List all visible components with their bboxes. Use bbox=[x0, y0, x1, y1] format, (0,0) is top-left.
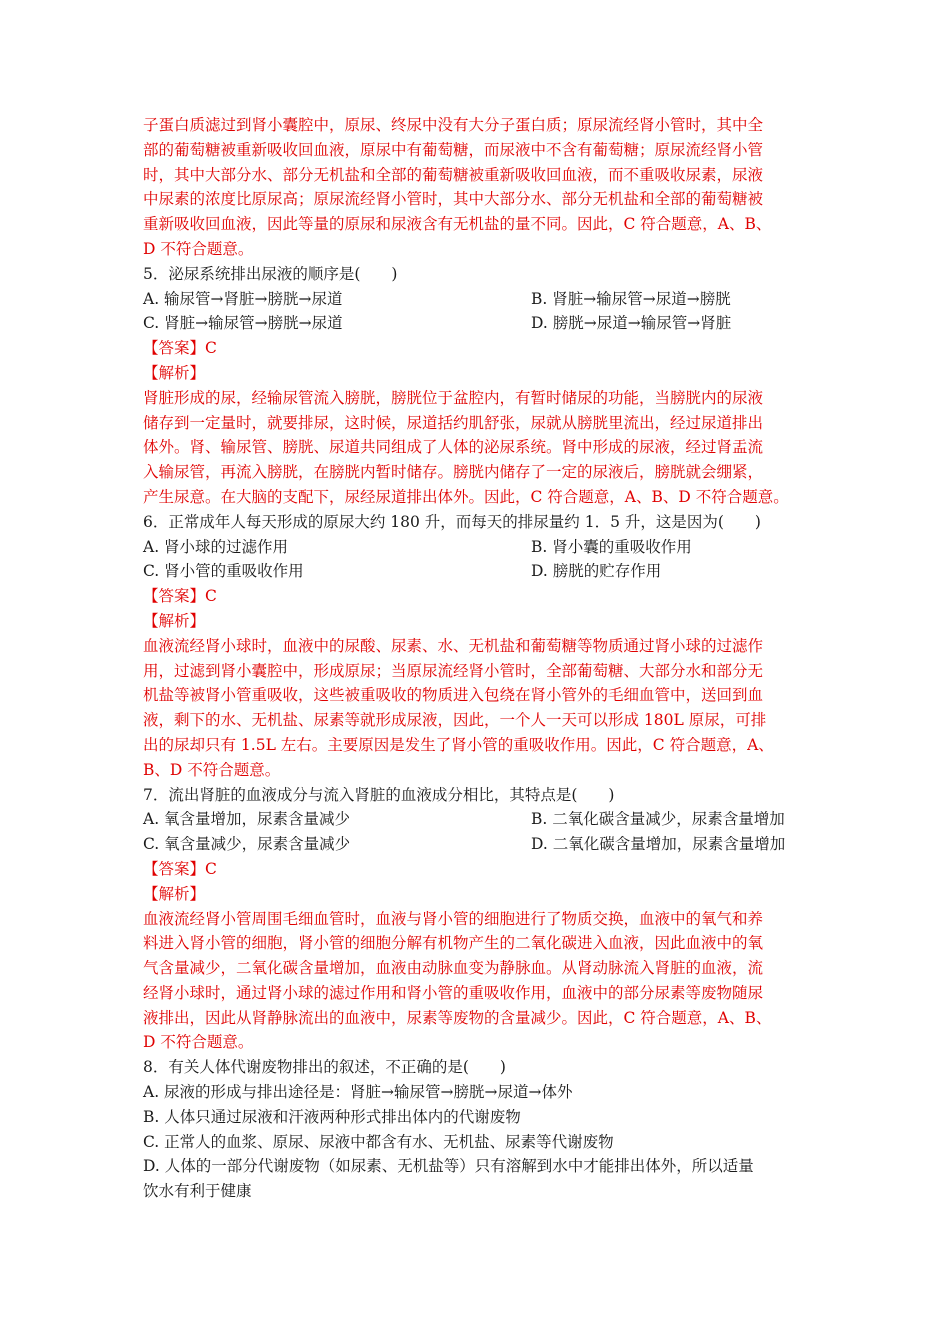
analysis-line: D 不符合题意。 bbox=[143, 239, 254, 258]
intro-analysis bbox=[143, 113, 815, 262]
option-c: C. 氧含量减少，尿素含量减少 bbox=[143, 835, 351, 854]
analysis-line: 气含量减少，二氧化碳含量增加，血液由动脉血变为静脉血。从肾动脉流入肾脏的血液，流 bbox=[143, 959, 764, 978]
option-a: A. 肾小球的过滤作用 bbox=[143, 537, 289, 556]
option-d: D. 膀胱的贮存作用 bbox=[531, 562, 662, 581]
answer-value: C bbox=[205, 587, 217, 606]
analysis-line: 经肾小球时，通过肾小球的滤过作用和肾小管的重吸收作用，血液中的部分尿素等废物随尿 bbox=[143, 983, 764, 1002]
analysis-line: 中尿素的浓度比原尿高；原尿流经肾小管时，其中大部分水、部分无机盐和全部的葡萄糖被 bbox=[143, 190, 764, 209]
document-page bbox=[143, 113, 815, 1204]
question-7 bbox=[143, 783, 815, 1056]
option-c: C. 肾脏→输尿管→膀胱→尿道 bbox=[143, 314, 343, 333]
analysis-line: 料进入肾小管的细胞，肾小管的细胞分解有机物产生的二氧化碳进入血液，因此血液中的氧 bbox=[143, 934, 764, 953]
option-a: A. 氧含量增加，尿素含量减少 bbox=[143, 810, 351, 829]
analysis-line: 体外。肾、输尿管、膀胱、尿道共同组成了人体的泌尿系统。肾中形成的尿液，经过肾盂流 bbox=[143, 438, 764, 457]
analysis-line: 血液流经肾小球时，血液中的尿酸、尿素、水、无机盐和葡萄糖等物质通过肾小球的过滤作 bbox=[143, 636, 764, 655]
option-a: A. 输尿管→肾脏→膀胱→尿道 bbox=[143, 289, 343, 308]
option-b: B. 人体只通过尿液和汗液两种形式排出体内的代谢废物 bbox=[143, 1107, 521, 1126]
analysis-line: 肾脏形成的尿，经输尿管流入膀胱，膀胱位于盆腔内，有暂时储尿的功能，当膀胱内的尿液 bbox=[143, 388, 764, 407]
analysis-line: 出的尿却只有 1.5L 左右。主要原因是发生了肾小管的重吸收作用。因此，C 符合题意，A、 bbox=[143, 735, 774, 754]
analysis-header bbox=[143, 609, 815, 634]
analysis-line: 血液流经肾小管周围毛细血管时，血液与肾小管的细胞进行了物质交换，血液中的氧气和养 bbox=[143, 909, 764, 928]
option-a: A. 尿液的形成与排出途径是：肾脏→输尿管→膀胱→尿道→体外 bbox=[143, 1083, 573, 1102]
analysis-line: 液排出，因此从肾静脉流出的血液中，尿素等废物的含量减少。因此，C 符合题意，A、B、 bbox=[143, 1008, 772, 1027]
analysis-label: 【解析】 bbox=[143, 611, 206, 630]
option-b: B. 肾小囊的重吸收作用 bbox=[531, 537, 692, 556]
options-row bbox=[143, 559, 815, 584]
analysis-line: 用，过滤到肾小囊腔中，形成原尿；当原尿流经肾小管时，全部葡萄糖、大部分水和部分无 bbox=[143, 661, 764, 680]
analysis-line: B、D 不符合题意。 bbox=[143, 760, 281, 779]
question-stem: 6．正常成年人每天形成的原尿大约 180 升，而每天的排尿量约 1．5 升，这是因为( ) bbox=[143, 512, 761, 531]
analysis-label: 【解析】 bbox=[143, 363, 206, 382]
answer-line bbox=[143, 584, 815, 609]
options-row bbox=[143, 535, 815, 560]
answer-value: C bbox=[205, 339, 217, 358]
options-row bbox=[143, 807, 815, 832]
analysis-line: 部的葡萄糖被重新吸收回血液，原尿中有葡萄糖，而尿液中不含有葡萄糖；原尿流经肾小管 bbox=[143, 140, 764, 159]
question-stem: 5．泌尿系统排出尿液的顺序是( ) bbox=[143, 264, 398, 283]
option-d: D. 膀胱→尿道→输尿管→肾脏 bbox=[531, 314, 732, 333]
answer-label: 【答案】 bbox=[143, 339, 206, 358]
answer-value: C bbox=[205, 859, 217, 878]
question-stem: 7．流出肾脏的血液成分与流入肾脏的血液成分相比，其特点是( ) bbox=[143, 785, 615, 804]
option-b: B. 二氧化碳含量减少，尿素含量增加 bbox=[531, 810, 785, 829]
analysis-line: 液，剩下的水、无机盐、尿素等就形成尿液，因此，一个人一天可以形成 180L 原尿，可排 bbox=[143, 711, 767, 730]
analysis-line: 入输尿管，再流入膀胱，在膀胱内暂时储存。膀胱内储存了一定的尿液后，膀胱就会绷紧， bbox=[143, 463, 764, 482]
options-row bbox=[143, 287, 815, 312]
analysis-line: 重新吸收回血液，因此等量的原尿和尿液含有无机盐的量不同。因此，C 符合题意，A、B、 bbox=[143, 215, 772, 234]
options-row bbox=[143, 832, 815, 857]
option-d: D. 二氧化碳含量增加，尿素含量增加 bbox=[531, 835, 786, 854]
question-6 bbox=[143, 510, 815, 783]
answer-label: 【答案】 bbox=[143, 587, 206, 606]
analysis-line: 子蛋白质滤过到肾小囊腔中，原尿、终尿中没有大分子蛋白质；原尿流经肾小管时，其中全 bbox=[143, 116, 764, 134]
analysis-line: D 不符合题意。 bbox=[143, 1033, 254, 1052]
analysis-label: 【解析】 bbox=[143, 884, 206, 903]
options-row bbox=[143, 311, 815, 336]
analysis-header bbox=[143, 882, 815, 907]
option-c: C. 肾小管的重吸收作用 bbox=[143, 562, 304, 581]
option-b: B. 肾脏→输尿管→尿道→膀胱 bbox=[531, 289, 731, 308]
question-5 bbox=[143, 262, 815, 510]
analysis-header bbox=[143, 361, 815, 386]
question-8 bbox=[143, 1055, 815, 1204]
analysis-line: 时，其中大部分水、部分无机盐和全部的葡萄糖被重新吸收回血液，而不重吸收尿素，尿液 bbox=[143, 165, 764, 184]
option-d: D. 人体的一部分代谢废物（如尿素、无机盐等）只有溶解到水中才能排出体外，所以适量 bbox=[143, 1157, 754, 1176]
answer-label: 【答案】 bbox=[143, 859, 206, 878]
answer-line bbox=[143, 336, 815, 361]
answer-line bbox=[143, 857, 815, 882]
analysis-line: 产生尿意。在大脑的支配下，尿经尿道排出体外。因此，C 符合题意，A、B、D 不符合题意。 bbox=[143, 487, 789, 506]
analysis-line: 机盐等被肾小管重吸收，这些被重吸收的物质进入包绕在肾小管外的毛细血管中，送回到血 bbox=[143, 686, 764, 705]
option-c: C. 正常人的血浆、原尿、尿液中都含有水、无机盐、尿素等代谢废物 bbox=[143, 1132, 614, 1151]
analysis-line: 储存到一定量时，就要排尿，这时候，尿道括约肌舒张，尿就从膀胱里流出，经过尿道排出 bbox=[143, 413, 764, 432]
question-stem: 8．有关人体代谢废物排出的叙述，不正确的是( ) bbox=[143, 1058, 506, 1077]
option-d-continued: 饮水有利于健康 bbox=[143, 1182, 252, 1201]
